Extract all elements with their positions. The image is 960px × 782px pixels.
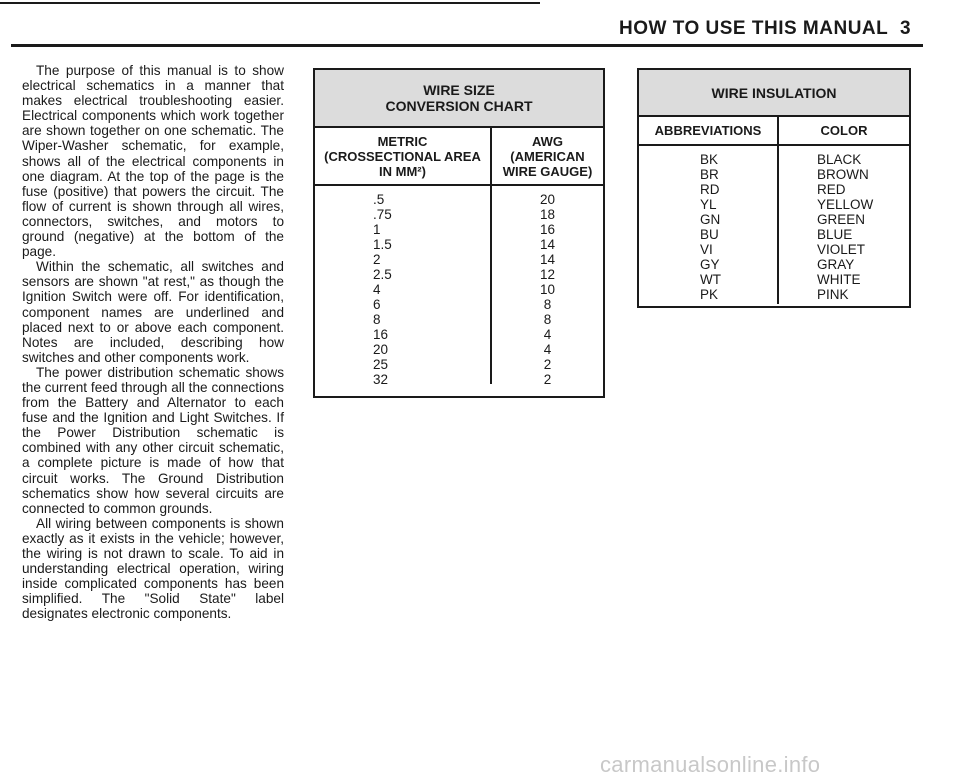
table-cell: 16 [373, 327, 389, 342]
page-title: HOW TO USE THIS MANUAL [619, 18, 889, 39]
column-header-color: COLOR [777, 117, 909, 144]
table-cell: 4 [543, 342, 552, 357]
table-cell: BLUE [817, 227, 853, 242]
table-cell: GN [700, 212, 721, 227]
table-cell: 2 [543, 372, 552, 387]
table-cell: 32 [373, 372, 389, 387]
table-cell: 8 [543, 297, 552, 312]
column-header-metric: METRIC (CROSSECTIONAL AREA IN MM²) [324, 133, 481, 179]
table-cell: 6 [373, 297, 381, 312]
table-title-line: WIRE SIZE [423, 82, 495, 98]
table-cell: YL [700, 197, 717, 212]
table-cell: 4 [373, 282, 381, 297]
table-title [315, 70, 603, 128]
table-cell: VIOLET [817, 242, 866, 257]
paragraph: The purpose of this manual is to show electrical schematics in a manner that makes electrical troubleshooting easier. Electrical components which work together are shown together on one schematic. The Wiper-Washer schematic, for example, shows all of the electrical components in one diagram. At the top of the page is the fuse (positive) that powers the circuit. The flow of current is shown through all wires, connectors, switches, and motors to ground (negative) at the bottom of the page. [22, 63, 284, 260]
top-rule [0, 2, 540, 4]
table-cell: 12 [539, 267, 556, 282]
table-body [315, 186, 603, 387]
table-cell: 16 [539, 222, 556, 237]
table-cell: 10 [539, 282, 556, 297]
table-cell: 2 [373, 252, 381, 267]
table-cell: .5 [373, 192, 385, 207]
column-header-abbreviations: ABBREVIATIONS [654, 123, 762, 138]
table-cell: RED [817, 182, 846, 197]
table-cell: 2 [543, 357, 552, 372]
table-cell: 4 [543, 327, 552, 342]
table-cell: PK [700, 287, 719, 302]
table-cell: GREEN [817, 212, 866, 227]
table-header [639, 117, 909, 146]
header-rule [11, 44, 923, 47]
table-title: WIRE INSULATION [639, 70, 909, 117]
abbreviation-column [639, 146, 777, 304]
table-cell: BK [700, 152, 719, 167]
paragraph: All wiring between components is shown exactly as it exists in the vehicle; however, the wiring is not drawn to scale. To aid in understanding electrical operation, wiring inside complicated components has been simplified. The "Solid State" label designates electronic components. [22, 515, 284, 622]
watermark: carmanualsonline.info [600, 752, 821, 777]
table-cell: 14 [539, 237, 556, 252]
metric-column [315, 186, 490, 387]
color-column [777, 146, 909, 304]
paragraph: The power distribution schematic shows the current feed through all the connections from the Battery and Alternator to each fuse and the Ignition and Light Switches. If the Power Distribution schematic is combined with any other circuit schematic, a complete picture is made of how that circuit works. The Ground Distribution schematics show how several circuits are connected to common grounds. [22, 364, 284, 516]
paragraph: Within the schematic, all switches and sensors are shown "at rest," as though the Ignition Switch were off. For identification, component names are underlined and placed next to or above each component. Notes are included, describing how switches and other components work. [22, 259, 284, 365]
table-cell: 18 [539, 207, 556, 222]
table-header [315, 128, 603, 186]
wire-size-conversion-chart [313, 68, 605, 398]
awg-column [490, 186, 603, 387]
table-cell: BLACK [817, 152, 862, 167]
wire-insulation-table [637, 68, 911, 308]
table-cell: 14 [539, 252, 556, 267]
table-cell: 25 [373, 357, 389, 372]
table-cell: 8 [543, 312, 552, 327]
table-cell: RD [700, 182, 720, 197]
table-cell: 20 [373, 342, 389, 357]
table-cell: 2.5 [373, 267, 392, 282]
table-cell: YELLOW [817, 197, 874, 212]
table-cell: .75 [373, 207, 392, 222]
table-cell: GY [700, 257, 720, 272]
table-cell: BROWN [817, 167, 869, 182]
table-cell: VI [700, 242, 713, 257]
table-cell: WHITE [817, 272, 861, 287]
table-cell: WT [700, 272, 721, 287]
column-header-awg: AWG (AMERICAN WIRE GAUGE) [490, 128, 603, 184]
table-cell: GRAY [817, 257, 855, 272]
table-cell: 1.5 [373, 237, 392, 252]
table-cell: BU [700, 227, 719, 242]
table-cell: 1 [373, 222, 381, 237]
table-body [639, 146, 909, 304]
table-cell: 8 [373, 312, 381, 327]
page-number: 3 [900, 18, 911, 39]
table-cell: 20 [539, 192, 556, 207]
table-cell: PINK [817, 287, 849, 302]
body-text [22, 63, 284, 621]
table-cell: BR [700, 167, 719, 182]
table-title-line: CONVERSION CHART [385, 98, 533, 114]
